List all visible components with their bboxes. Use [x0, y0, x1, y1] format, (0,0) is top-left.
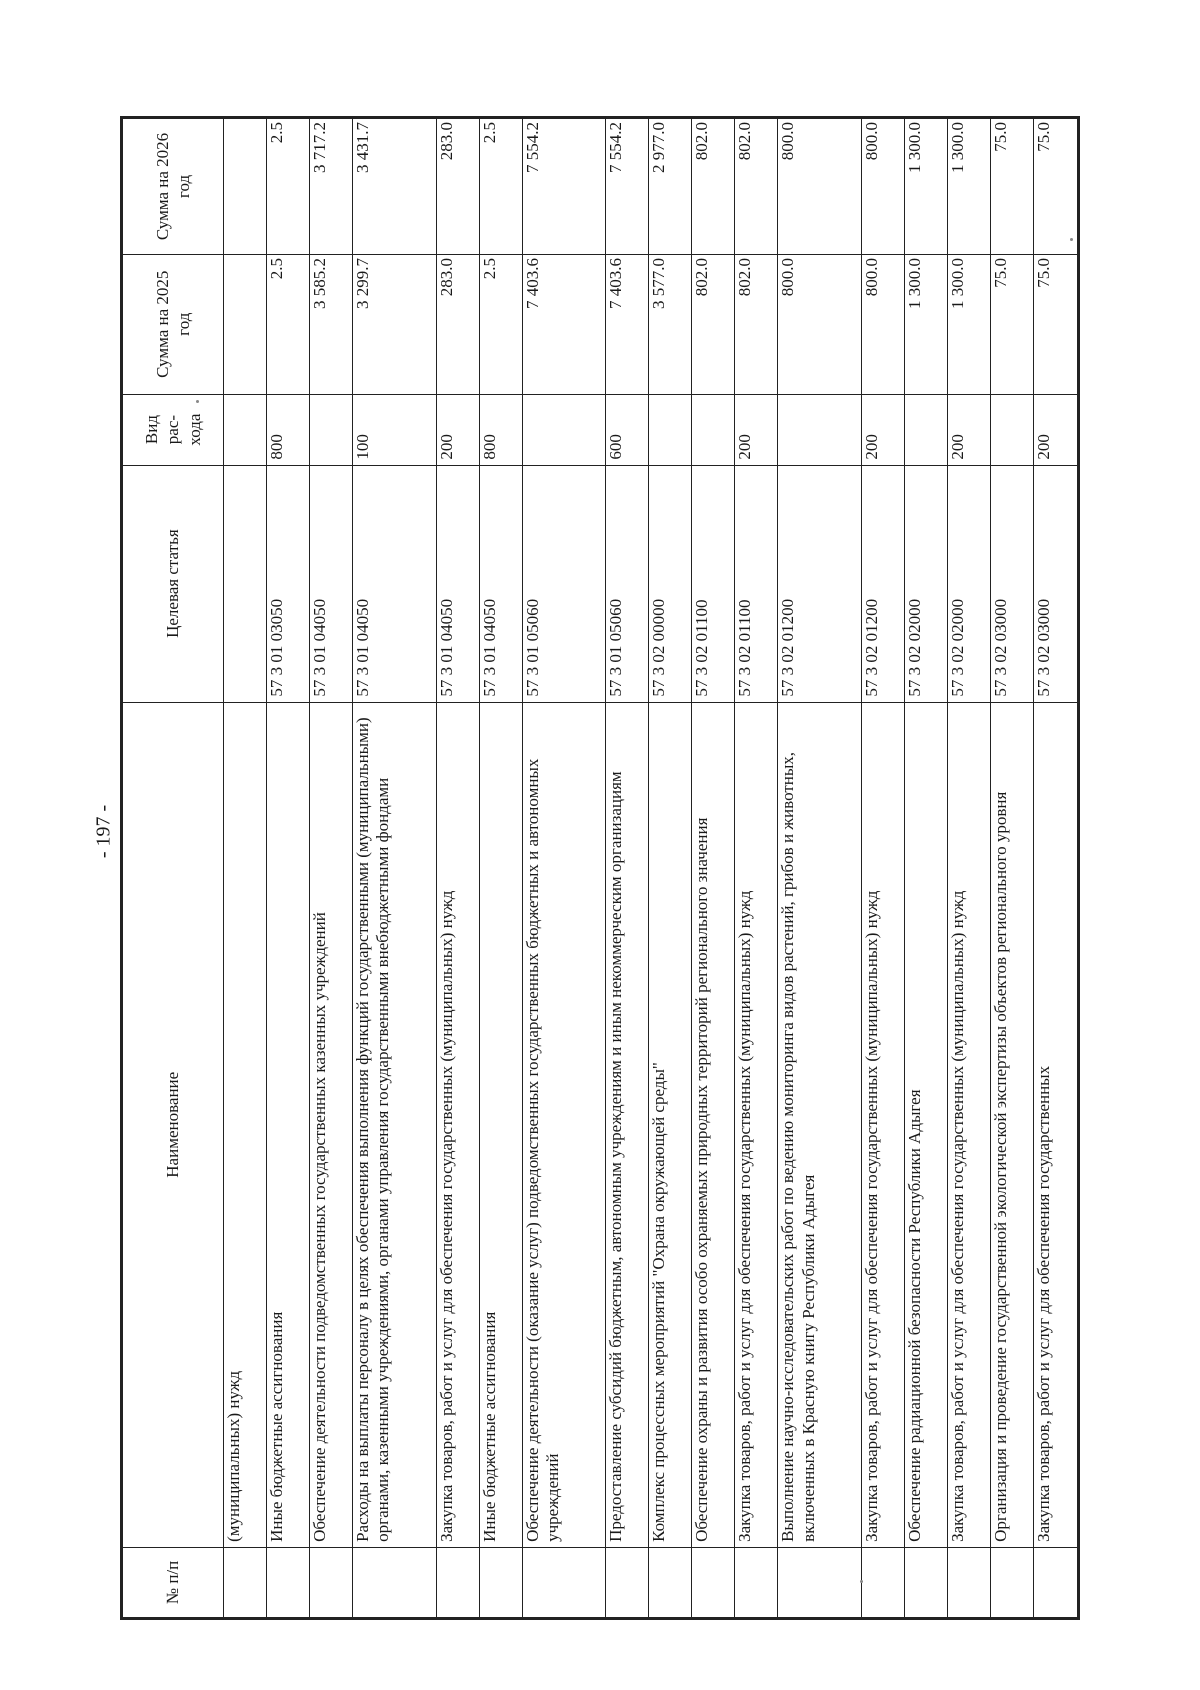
table-row: [649, 118, 692, 1619]
cell-sum-2026: 7 554.2: [606, 118, 649, 255]
cell-name: Расходы на выплаты персоналу в целях обеспечения выполнения функций государственными (муниципальными) органами, казенными учреждениями, органами управления государственными внебюджетными фондами: [352, 702, 436, 1547]
header-kind: Вид рас- хода: [122, 394, 224, 465]
cell-sum-2026: 75.0: [1033, 118, 1078, 255]
cell-sum-2025: 3 299.7: [352, 254, 436, 394]
cell-sum-2025: 7 403.6: [522, 254, 606, 394]
cell-name: (муниципальных) нужд: [224, 702, 267, 1547]
cell-sum-2025: 283.0: [436, 254, 479, 394]
cell-np: [735, 1547, 778, 1618]
cell-target-article: 57 3 01 04050: [479, 465, 522, 702]
header-sum-2026: Сумма на 2026 год: [122, 118, 224, 255]
header-name: Наименование: [122, 702, 224, 1547]
cell-name: Закупка товаров, работ и услуг для обеспечения государственных: [1033, 702, 1078, 1547]
table-row: [1033, 118, 1078, 1619]
page-number: - 197 -: [92, 804, 115, 859]
cell-target-article: 57 3 02 00000: [649, 465, 692, 702]
scan-speck: [196, 400, 199, 403]
cell-sum-2025: 3 585.2: [309, 254, 352, 394]
cell-target-article: 57 3 02 02000: [947, 465, 990, 702]
cell-np: [990, 1547, 1033, 1618]
cell-sum-2026: 7 554.2: [522, 118, 606, 255]
cell-np: [862, 1547, 905, 1618]
cell-sum-2026: 800.0: [862, 118, 905, 255]
cell-np: [266, 1547, 309, 1618]
budget-table: [120, 116, 1080, 1620]
table-row: [905, 118, 948, 1619]
cell-target-article: 57 3 02 02000: [905, 465, 948, 702]
cell-sum-2026: 2.5: [479, 118, 522, 255]
cell-name: Предоставление субсидий бюджетным, автономным учреждениям и иным некоммерческим организациям: [606, 702, 649, 1547]
table-header: [122, 118, 224, 1619]
cell-sum-2025: 3 577.0: [649, 254, 692, 394]
cell-expense-type: [905, 394, 948, 465]
cell-target-article: 57 3 01 05060: [606, 465, 649, 702]
cell-name: Обеспечение охраны и развития особо охраняемых природных территорий регионального значения: [692, 702, 735, 1547]
cell-sum-2026: 283.0: [436, 118, 479, 255]
table-row: [436, 118, 479, 1619]
cell-target-article: 57 3 02 03000: [990, 465, 1033, 702]
table-row: [692, 118, 735, 1619]
cell-sum-2026: 2.5: [266, 118, 309, 255]
cell-expense-type: 200: [436, 394, 479, 465]
cell-name: Закупка товаров, работ и услуг для обеспечения государственных (муниципальных) нужд: [862, 702, 905, 1547]
cell-np: [905, 1547, 948, 1618]
cell-expense-type: [692, 394, 735, 465]
cell-np: [352, 1547, 436, 1618]
table-row: [862, 118, 905, 1619]
table-row: [479, 118, 522, 1619]
cell-sum-2025: 1 300.0: [905, 254, 948, 394]
cell-np: [947, 1547, 990, 1618]
cell-name: Обеспечение деятельности (оказание услуг) подведомственных государственных бюджетных и автономных учреждений: [522, 702, 606, 1547]
cell-sum-2025: 800.0: [862, 254, 905, 394]
cell-sum-2025: 2.5: [479, 254, 522, 394]
cell-sum-2025: 75.0: [1033, 254, 1078, 394]
cell-np: [479, 1547, 522, 1618]
cell-np: [692, 1547, 735, 1618]
cell-target-article: 57 3 01 03050: [266, 465, 309, 702]
cell-sum-2026: [224, 118, 267, 255]
cell-np: [436, 1547, 479, 1618]
cell-np: [1033, 1547, 1078, 1618]
cell-sum-2025: 800.0: [778, 254, 862, 394]
header-np: № п/п: [122, 1547, 224, 1618]
cell-target-article: 57 3 02 03000: [1033, 465, 1078, 702]
cell-expense-type: 200: [947, 394, 990, 465]
cell-expense-type: 100: [352, 394, 436, 465]
cell-sum-2025: 7 403.6: [606, 254, 649, 394]
cell-name: Организация и проведение государственной экологической экспертизы объектов регионального уровня: [990, 702, 1033, 1547]
table-body: [224, 118, 1079, 1619]
cell-expense-type: 600: [606, 394, 649, 465]
cell-sum-2026: 1 300.0: [947, 118, 990, 255]
cell-sum-2026: 802.0: [692, 118, 735, 255]
table-row: [735, 118, 778, 1619]
cell-target-article: 57 3 02 01200: [862, 465, 905, 702]
table-row: [606, 118, 649, 1619]
cell-np: [778, 1547, 862, 1618]
table-row: [947, 118, 990, 1619]
cell-name: Иные бюджетные ассигнования: [266, 702, 309, 1547]
cell-sum-2025: 2.5: [266, 254, 309, 394]
cell-sum-2026: 3 431.7: [352, 118, 436, 255]
cell-name: Закупка товаров, работ и услуг для обеспечения государственных (муниципальных) нужд: [436, 702, 479, 1547]
table-row: [266, 118, 309, 1619]
cell-name: Обеспечение деятельности подведомственных государственных казенных учреждений: [309, 702, 352, 1547]
cell-target-article: 57 3 02 01100: [735, 465, 778, 702]
cell-sum-2026: 2 977.0: [649, 118, 692, 255]
cell-sum-2026: 1 300.0: [905, 118, 948, 255]
cell-np: [309, 1547, 352, 1618]
cell-name: Комплекс процессных мероприятий "Охрана окружающей среды": [649, 702, 692, 1547]
table-row: [224, 118, 267, 1619]
cell-name: Иные бюджетные ассигнования: [479, 702, 522, 1547]
cell-expense-type: [224, 394, 267, 465]
cell-target-article: 57 3 01 04050: [352, 465, 436, 702]
cell-target-article: 57 3 02 01200: [778, 465, 862, 702]
cell-target-article: 57 3 01 04050: [309, 465, 352, 702]
cell-expense-type: 800: [266, 394, 309, 465]
cell-target-article: 57 3 01 04050: [436, 465, 479, 702]
cell-sum-2026: 3 717.2: [309, 118, 352, 255]
cell-expense-type: 800: [479, 394, 522, 465]
table-row: [352, 118, 436, 1619]
cell-np: [606, 1547, 649, 1618]
table-row: [778, 118, 862, 1619]
cell-sum-2025: 75.0: [990, 254, 1033, 394]
cell-sum-2026: 75.0: [990, 118, 1033, 255]
cell-name: Выполнение научно-исследовательских работ по ведению мониторинга видов растений, грибов и животных, включенных в Красную книгу Республики Адыгея: [778, 702, 862, 1547]
cell-expense-type: [778, 394, 862, 465]
cell-expense-type: [522, 394, 606, 465]
cell-sum-2025: 802.0: [692, 254, 735, 394]
cell-expense-type: [309, 394, 352, 465]
cell-sum-2025: 1 300.0: [947, 254, 990, 394]
cell-expense-type: [649, 394, 692, 465]
cell-name: Обеспечение радиационной безопасности Республики Адыгея: [905, 702, 948, 1547]
cell-np: [649, 1547, 692, 1618]
cell-np: [224, 1547, 267, 1618]
table-row: [990, 118, 1033, 1619]
table-row: [309, 118, 352, 1619]
cell-expense-type: 200: [735, 394, 778, 465]
cell-expense-type: 200: [1033, 394, 1078, 465]
scan-speck: [860, 1580, 863, 1583]
scan-speck: [1070, 238, 1073, 241]
header-code: Целевая статья: [122, 465, 224, 702]
cell-target-article: 57 3 02 01100: [692, 465, 735, 702]
cell-sum-2026: 802.0: [735, 118, 778, 255]
header-sum-2025: Сумма на 2025 год: [122, 254, 224, 394]
table-row: [522, 118, 606, 1619]
cell-sum-2025: 802.0: [735, 254, 778, 394]
cell-expense-type: 200: [862, 394, 905, 465]
cell-target-article: [224, 465, 267, 702]
cell-name: Закупка товаров, работ и услуг для обеспечения государственных (муниципальных) нужд: [735, 702, 778, 1547]
cell-target-article: 57 3 01 05060: [522, 465, 606, 702]
cell-sum-2025: [224, 254, 267, 394]
cell-np: [522, 1547, 606, 1618]
cell-sum-2026: 800.0: [778, 118, 862, 255]
rotated-page-content: [120, 116, 1080, 1620]
cell-expense-type: [990, 394, 1033, 465]
cell-name: Закупка товаров, работ и услуг для обеспечения государственных (муниципальных) нужд: [947, 702, 990, 1547]
